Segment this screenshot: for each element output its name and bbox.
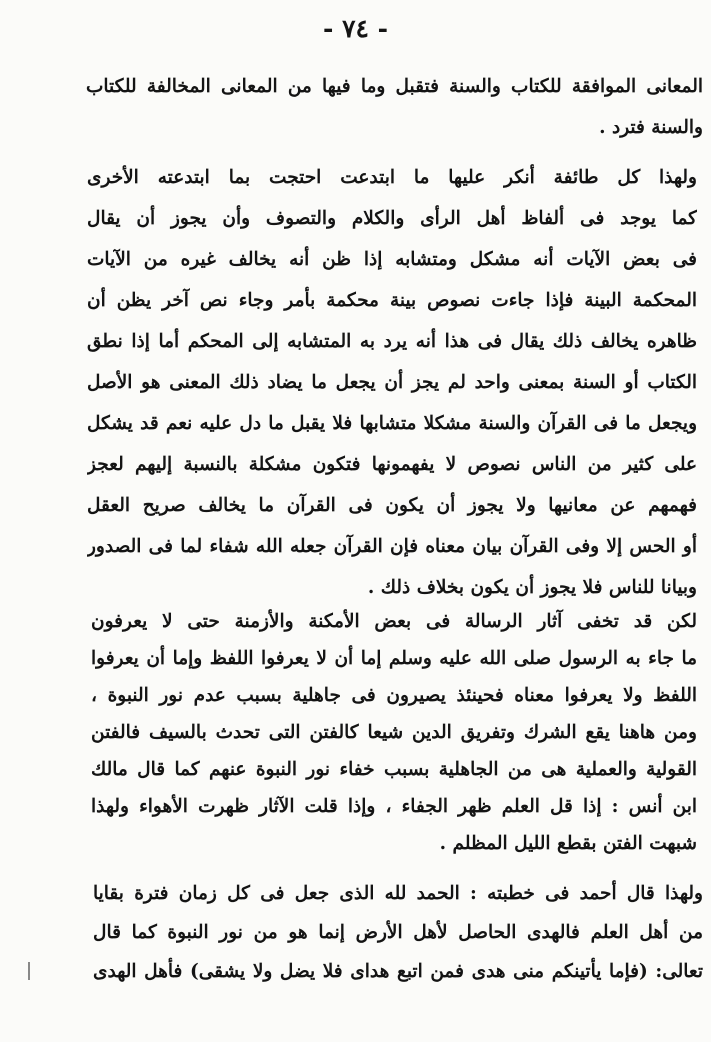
text-line: القولية والعملية هى من الجاهلية بسبب خفاء نور النبوة عنهم كما قال مالك <box>91 759 697 780</box>
text-line: الكتاب أو السنة بمعنى واحد لم يجز أن يجعل ما يضاد ذلك المعنى هو الأصل <box>87 372 697 393</box>
text-line: من أهل العلم فالهدى الحاصل لأهل الأرض إنما هو من نور النبوة كما قال <box>93 922 703 943</box>
text-line: ما جاء به الرسول صلى الله عليه وسلم إما أن لا يعرفوا اللفظ وإما أن يعرفوا <box>91 648 697 669</box>
scan-edge-mark <box>28 962 30 980</box>
text-line: ولهذا كل طائفة أنكر عليها ما ابتدعت احتجت بما ابتدعته الأخرى <box>87 167 697 188</box>
text-line: المعانى الموافقة للكتاب والسنة فتقبل وما فيها من المعانى المخالفة للكتاب <box>86 76 703 97</box>
text-line: المحكمة البينة فإذا جاءت نصوص بينة محكمة بأمر وجاء نص آخر يظن أن <box>87 290 697 311</box>
text-line: فهمهم عن معانيها ولا يجوز أن يكون فى القرآن ما يخالف صريح العقل <box>87 495 697 516</box>
text-line: وبيانا للناس فلا يجوز أن يكون بخلاف ذلك . <box>367 577 697 598</box>
text-line: ومن هاهنا يقع الشرك وتفريق الدين شيعا كالفتن التى تحدث بالسيف فالفتن <box>91 722 697 743</box>
page-number: - ٧٤ - <box>322 14 389 43</box>
text-line: أو الحس إلا وفى القرآن بيان معناه فإن القرآن جعله الله شفاء لما فى الصدور <box>87 536 697 557</box>
paragraph-1 <box>86 66 703 148</box>
text-line: ابن أنس : إذا قل العلم ظهر الجفاء ، وإذا قلت الآثار ظهرت الأهواء ولهذا <box>91 796 697 817</box>
text-line: لكن قد تخفى آثار الرسالة فى بعض الأمكنة والأزمنة حتى لا يعرفون <box>91 611 697 632</box>
text-line: كما يوجد فى ألفاظ أهل الرأى والكلام والتصوف وأن يجوز أن يقال <box>87 208 697 229</box>
text-line: اللفظ ولا يعرفوا معناه فحينئذ يصيرون فى جاهلية بسبب عدم نور النبوة ، <box>91 685 697 706</box>
paragraph-3 <box>91 603 697 862</box>
text-line: تعالى: (فإما يأتينكم منى هدى فمن اتبع هداى فلا يضل ولا يشقى) فأهل الهدى <box>93 961 703 982</box>
paragraph-2 <box>87 157 697 608</box>
text-line: ولهذا قال أحمد فى خطبته : الحمد لله الذى جعل فى كل زمان فترة بقايا <box>93 883 703 904</box>
text-line: والسنة فترد . <box>599 117 703 138</box>
text-line: على كثير من الناس نصوص لا يفهمونها فتكون مشكلة بالنسبة إليهم لعجز <box>87 454 697 475</box>
text-line: ظاهره يخالف ذلك يقال فى هذا أنه يرد به المتشابه إلى المحكم أما إذا نطق <box>87 331 697 352</box>
text-line: شبهت الفتن بقطع الليل المظلم . <box>439 833 697 854</box>
text-line: ويجعل ما فى القرآن والسنة مشكلا متشابها فلا يقبل ما دل عليه نعم قد يشكل <box>87 413 697 434</box>
paragraph-4 <box>93 874 703 991</box>
text-line: فى بعض الآيات أنه مشكل ومتشابه إذا ظن أنه يخالف غيره من الآيات <box>87 249 697 270</box>
